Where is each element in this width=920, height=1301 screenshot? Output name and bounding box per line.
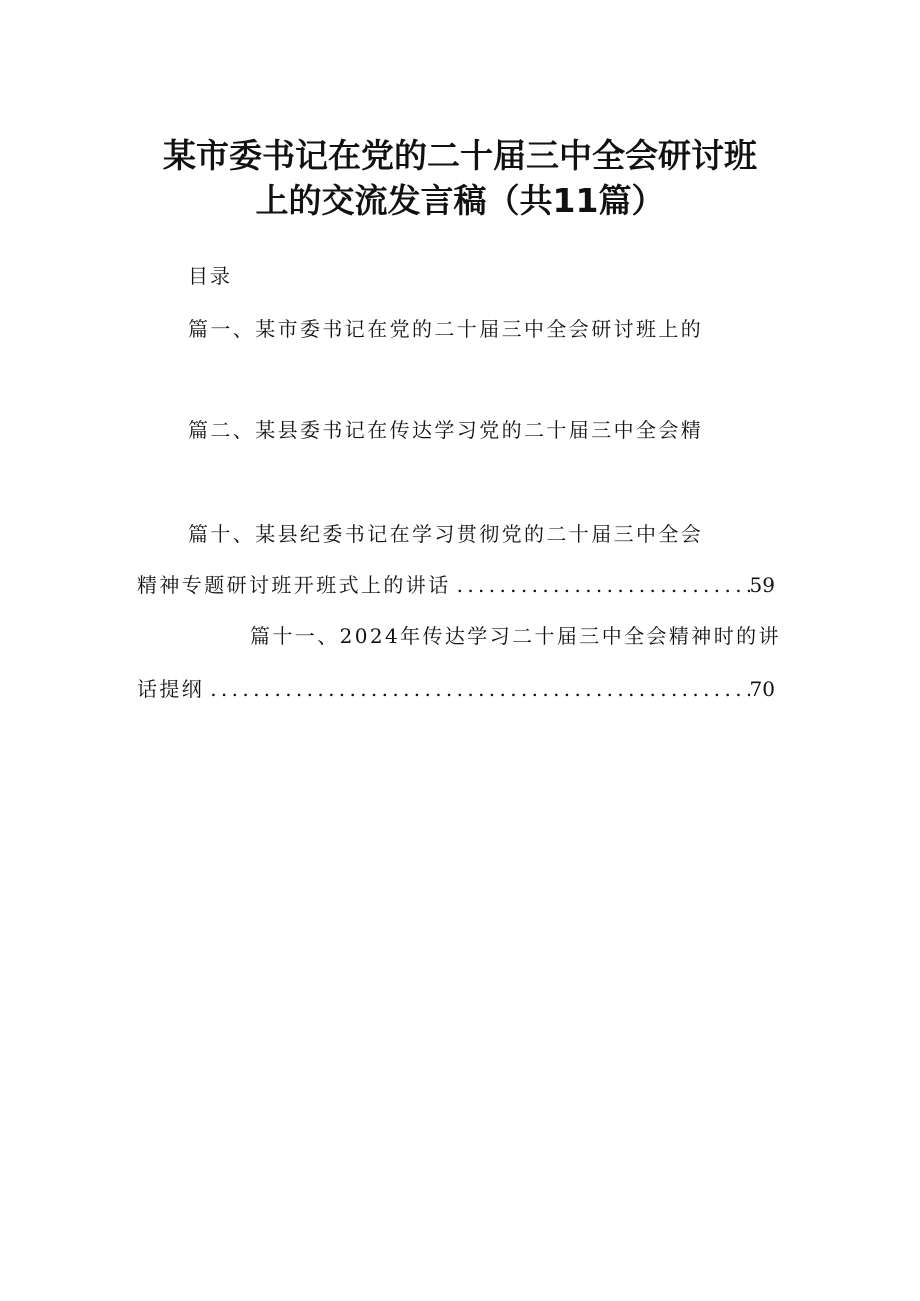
document-title-line-2: 上的交流发言稿（共11篇）	[255, 181, 665, 220]
toc-entry-10-line-1[interactable]: 篇十、某县纪委书记在学习贯彻党的二十届三中全会	[188, 522, 704, 546]
toc-entry-11-line-1[interactable]: 篇十一、2024年传达学习二十届三中全会精神时的讲	[250, 624, 781, 648]
toc-entry-10-text: 精神专题研讨班开班式上的讲话	[137, 573, 451, 597]
toc-entry-11-page-number: 70	[749, 677, 775, 701]
toc-heading: 目录	[188, 264, 232, 288]
toc-entry-1[interactable]: 篇一、某市委书记在党的二十届三中全会研讨班上的	[188, 317, 704, 341]
toc-entry-11-line-2[interactable]	[137, 675, 775, 703]
document-title-line-1: 某市委书记在党的二十届三中全会研讨班	[163, 136, 757, 175]
dot-leader	[204, 675, 749, 703]
toc-entry-10-page-number: 59	[749, 573, 775, 597]
dot-leader	[451, 571, 750, 599]
toc-entry-10-line-2[interactable]	[137, 571, 775, 599]
toc-entry-2[interactable]: 篇二、某县委书记在传达学习党的二十届三中全会精	[188, 418, 704, 442]
toc-entry-11-text: 话提纲	[137, 677, 205, 701]
